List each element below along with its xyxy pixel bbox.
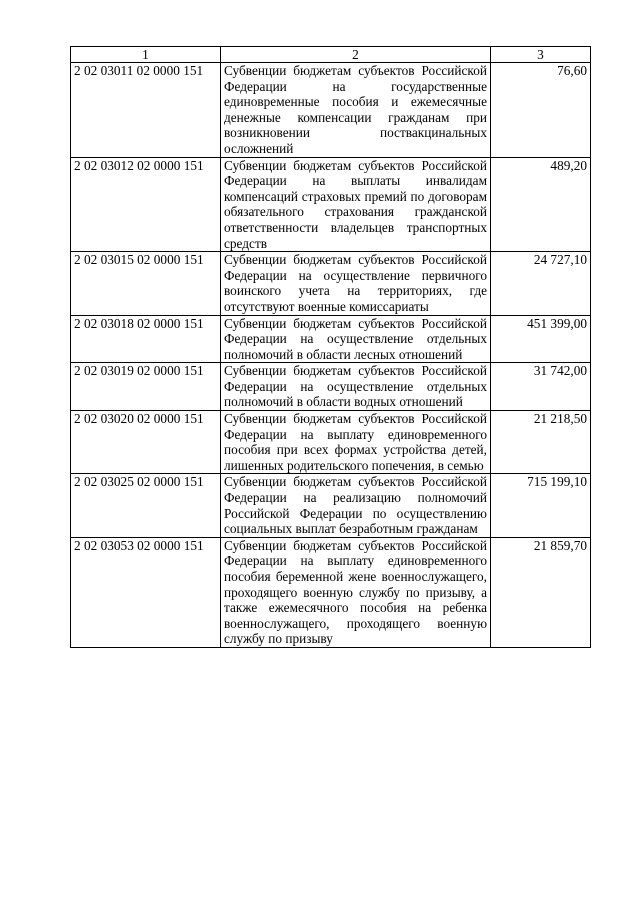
- table-row: [71, 411, 591, 474]
- column-header-1: 1: [71, 47, 221, 63]
- table-row: [71, 363, 591, 411]
- budget-code: 2 02 03015 02 0000 151: [71, 252, 221, 315]
- amount: 21 859,70: [491, 537, 591, 647]
- table-row: [71, 315, 591, 363]
- header-row: [71, 47, 591, 63]
- table-row: [71, 537, 591, 647]
- budget-code: 2 02 03020 02 0000 151: [71, 411, 221, 474]
- amount: 21 218,50: [491, 411, 591, 474]
- description: Субвенции бюджетам субъектов Российской Федерации на осуществление отдельных полномочий в области водных отношений: [221, 363, 491, 411]
- budget-table: [70, 46, 591, 648]
- budget-code: 2 02 03019 02 0000 151: [71, 363, 221, 411]
- budget-code: 2 02 03018 02 0000 151: [71, 315, 221, 363]
- amount: 31 742,00: [491, 363, 591, 411]
- table-row: [71, 474, 591, 537]
- budget-code: 2 02 03053 02 0000 151: [71, 537, 221, 647]
- table-row: [71, 252, 591, 315]
- column-header-2: 2: [221, 47, 491, 63]
- table-row: [71, 63, 591, 158]
- description: Субвенции бюджетам субъектов Российской Федерации на государственные единовременные пособия и ежемесячные денежные компенсации гражданам при возникновении поствакцинальных осложнений: [221, 63, 491, 158]
- column-header-3: 3: [491, 47, 591, 63]
- budget-code: 2 02 03011 02 0000 151: [71, 63, 221, 158]
- amount: 76,60: [491, 63, 591, 158]
- budget-code: 2 02 03025 02 0000 151: [71, 474, 221, 537]
- description: Субвенции бюджетам субъектов Российской Федерации на выплаты инвалидам компенсаций страховых премий по договорам обязательного страхования гражданской ответственности владельцев транспортных средств: [221, 157, 491, 252]
- amount: 24 727,10: [491, 252, 591, 315]
- description: Субвенции бюджетам субъектов Российской Федерации на осуществление первичного воинского учета на территориях, где отсутствуют военные комиссариаты: [221, 252, 491, 315]
- table-row: [71, 157, 591, 252]
- description: Субвенции бюджетам субъектов Российской Федерации на выплату единовременного пособия при всех формах устройства детей, лишенных родительского попечения, в семью: [221, 411, 491, 474]
- description: Субвенции бюджетам субъектов Российской Федерации на выплату единовременного пособия беременной жене военнослужащего, проходящего военную службу по призыву, а также ежемесячного пособия на ребенка военнослужащего, проходящего военную службу по призыву: [221, 537, 491, 647]
- description: Субвенции бюджетам субъектов Российской Федерации на реализацию полномочий Российской Федерации по осуществлению социальных выплат безработным гражданам: [221, 474, 491, 537]
- amount: 715 199,10: [491, 474, 591, 537]
- description: Субвенции бюджетам субъектов Российской Федерации на осуществление отдельных полномочий в области лесных отношений: [221, 315, 491, 363]
- budget-code: 2 02 03012 02 0000 151: [71, 157, 221, 252]
- amount: 451 399,00: [491, 315, 591, 363]
- amount: 489,20: [491, 157, 591, 252]
